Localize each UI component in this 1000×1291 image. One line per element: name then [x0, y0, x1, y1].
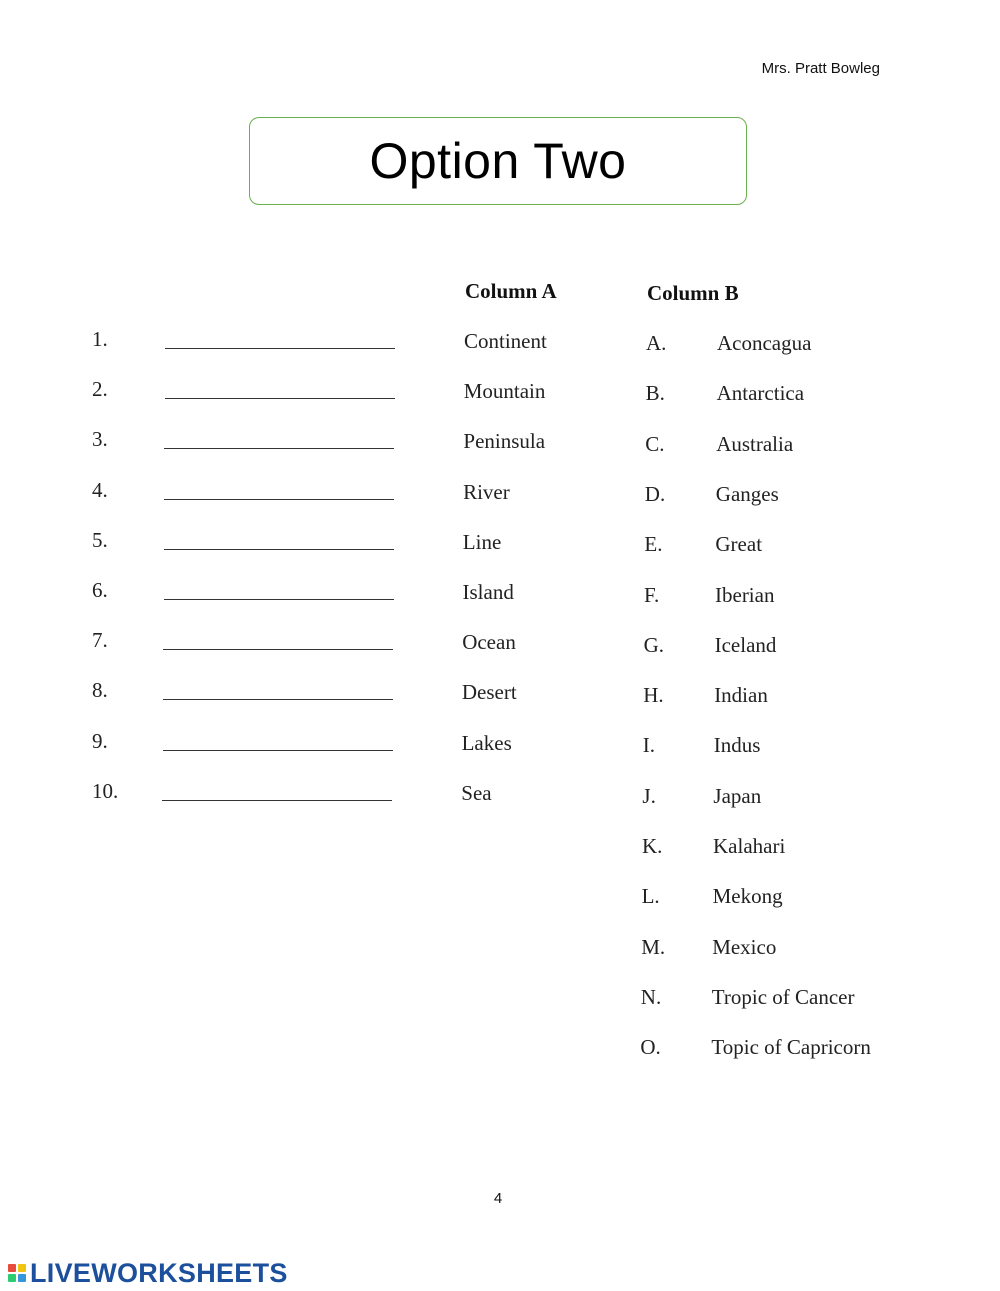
column-b-term: Great [715, 532, 763, 557]
column-b-term: Iberian [715, 582, 775, 607]
page-title: Option Two [369, 133, 627, 189]
column-a-term: Ocean [462, 630, 516, 655]
column-b-term: Mexico [712, 934, 777, 959]
column-a-term: Continent [464, 329, 547, 353]
column-a-term: Island [462, 580, 514, 604]
column-b-letter: I. [642, 733, 656, 758]
column-b-term: Topic of Capricorn [711, 1035, 871, 1060]
column-b-term: Kalahari [713, 834, 786, 858]
item-number: 4. [92, 477, 108, 502]
answer-blank[interactable] [164, 499, 394, 500]
column-b-letter: K. [642, 834, 663, 858]
liveworksheets-logo [8, 1258, 288, 1288]
title-box [249, 117, 747, 205]
logo-icon [8, 1264, 26, 1282]
column-b-letter: O. [640, 1035, 661, 1060]
column-a-term: Desert [461, 680, 517, 705]
item-number: 2. [92, 377, 108, 402]
answer-blank[interactable] [164, 448, 394, 449]
column-a-term: Lakes [461, 730, 512, 755]
column-b-letter: J. [642, 783, 656, 808]
column-b-letter: C. [645, 431, 665, 456]
item-number: 8. [92, 678, 108, 703]
column-b-term: Aconcagua [717, 331, 812, 355]
item-number: 1. [92, 327, 108, 351]
item-number: 6. [92, 578, 108, 602]
column-b-term: Mekong [712, 884, 783, 909]
column-b-term: Indus [713, 733, 761, 758]
column-b-letter: B. [645, 381, 665, 406]
item-number: 5. [92, 527, 108, 552]
answer-blank[interactable] [163, 750, 393, 751]
column-b-letter: L. [641, 884, 660, 909]
column-b-letter: M. [641, 934, 666, 959]
column-b-letter: E. [644, 532, 663, 557]
column-b-letter: D. [644, 481, 666, 506]
column-b-letter: G. [643, 632, 665, 657]
column-b-term: Antarctica [716, 381, 805, 406]
column-b-heading: Column B [647, 281, 739, 305]
column-a-term: Sea [461, 780, 492, 805]
column-b-letter: H. [643, 683, 664, 708]
column-b-letter: A. [646, 331, 667, 355]
item-number: 3. [92, 427, 108, 452]
answer-blank[interactable] [164, 599, 394, 600]
item-number: 10. [92, 778, 119, 803]
column-b-term: Iceland [714, 632, 777, 657]
column-b-letter: F. [644, 582, 660, 607]
column-b-term: Tropic of Cancer [711, 984, 855, 1009]
answer-blank[interactable] [165, 398, 395, 399]
answer-blank[interactable] [165, 348, 395, 349]
page-number: 4 [493, 1190, 503, 1207]
answer-blank[interactable] [162, 800, 392, 801]
column-b-term: Australia [716, 431, 794, 456]
item-number: 9. [92, 728, 108, 753]
column-a-term: Mountain [463, 379, 546, 404]
item-number: 7. [92, 628, 108, 653]
column-a-heading: Column A [465, 279, 557, 303]
column-a-term: Peninsula [463, 429, 546, 454]
answer-blank[interactable] [163, 649, 393, 650]
brand-text: LIVEWORKSHEETS [30, 1257, 288, 1288]
author-name: Mrs. Pratt Bowleg [761, 60, 880, 77]
column-b-term: Indian [714, 683, 768, 708]
answer-blank[interactable] [163, 699, 393, 700]
column-b-letter: N. [640, 984, 662, 1009]
column-a-term: River [463, 479, 510, 504]
column-b-term: Ganges [715, 481, 779, 506]
answer-blank[interactable] [164, 549, 394, 550]
column-a-term: Line [462, 529, 502, 554]
column-b-term: Japan [713, 783, 762, 808]
